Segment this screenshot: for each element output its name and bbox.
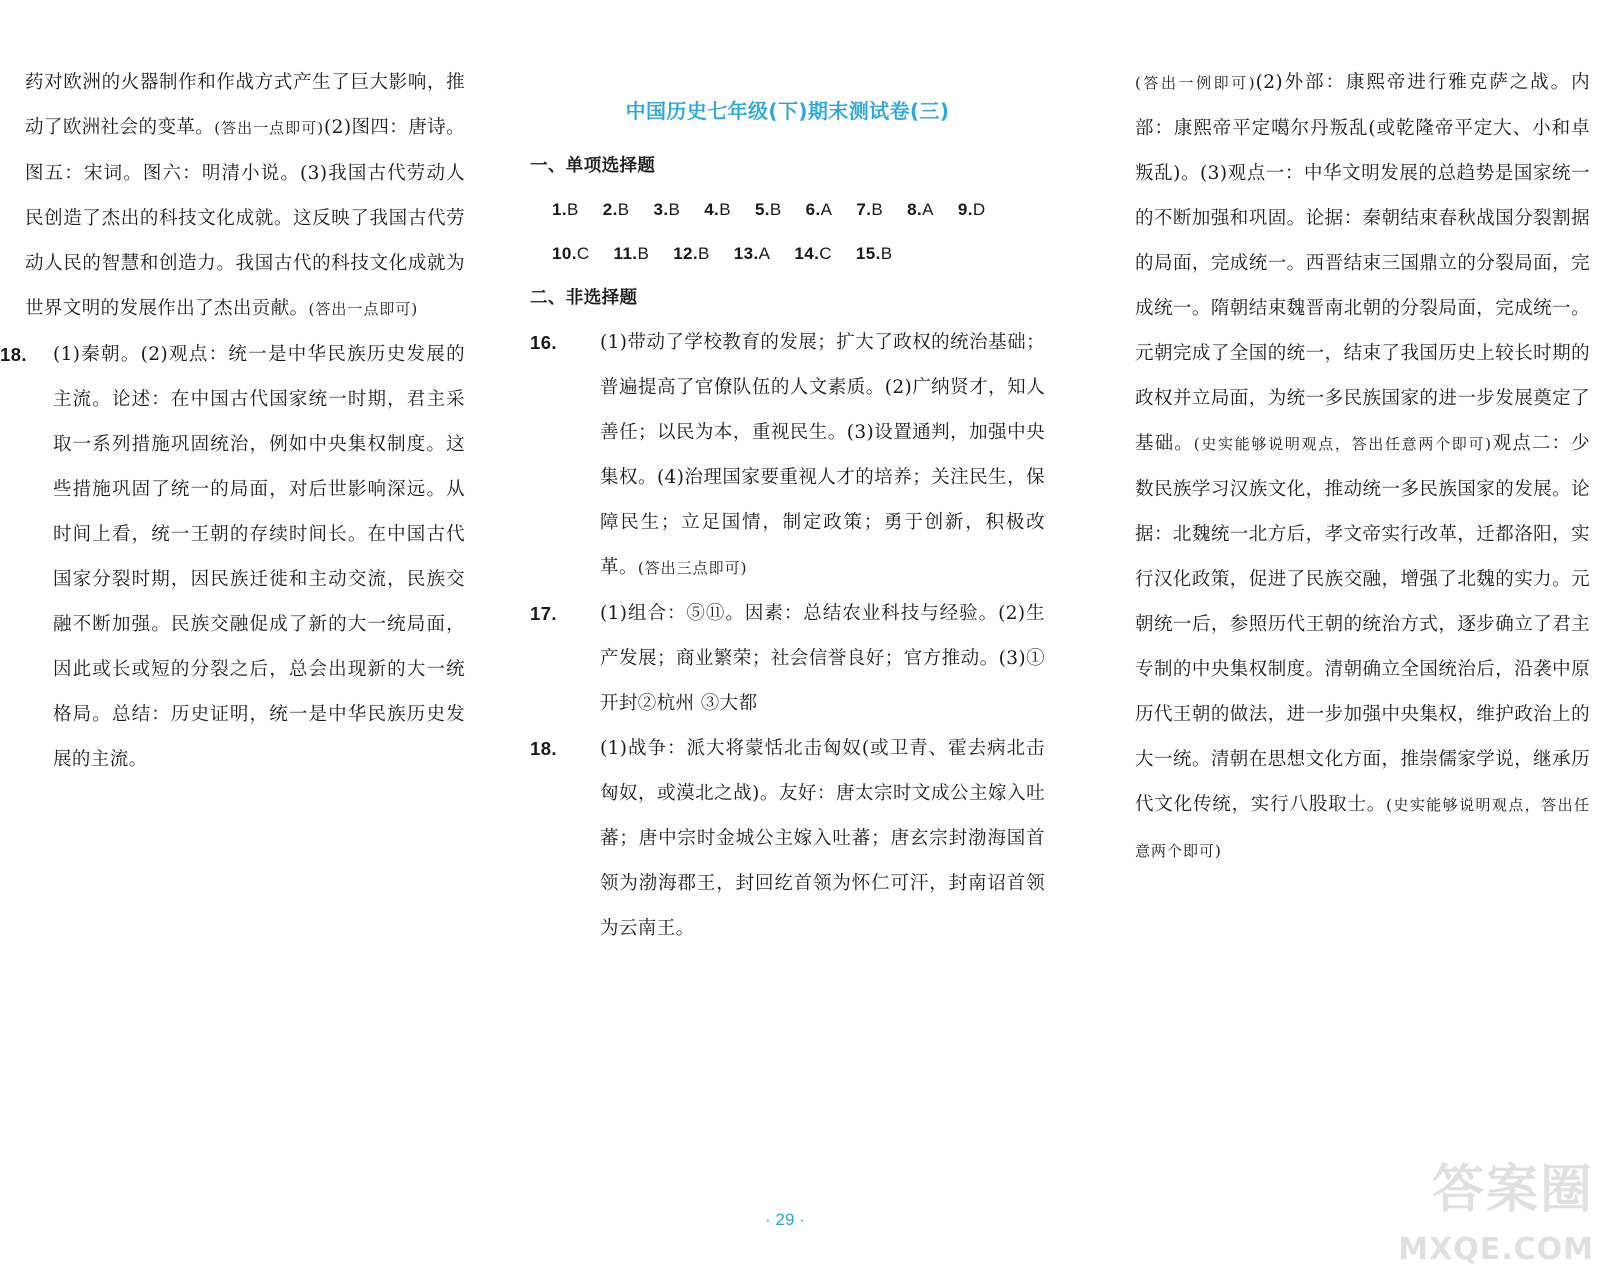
answer-number: 1. xyxy=(552,200,567,219)
answer-number: 11. xyxy=(613,244,638,263)
answer-item xyxy=(806,188,833,232)
answer-number: 8. xyxy=(907,200,923,219)
answer-letter: C xyxy=(819,244,832,263)
section-heading-non-choice: 二、非选择题 xyxy=(530,288,638,308)
mid-q16-note: (答出三点即可) xyxy=(637,559,748,577)
section-heading-single-choice: 一、单项选择题 xyxy=(530,156,656,176)
answer-item xyxy=(614,232,650,276)
answer-item xyxy=(552,188,579,232)
mid-q18-number: 18. xyxy=(530,738,557,759)
left-q18-text: (1)秦朝。(2)观点：统一是中华民族历史发展的主流。论述：在中国古代国家统一时期，君主采取一系列措施巩固统治，例如中央集权制度。这些措施巩固了统一的局面，对后世影响深远。从时间上看，统一王朝的存续时间长。在中国古代国家分裂时期，因民族迁徙和主动交流，民族交融不断加强。民族交融促成了新的大一统局面，因此或长或短的分裂之后，总会出现新的大一统格局。总结：历史证明，统一是中华民族历史发展的主流。 xyxy=(53,344,465,770)
mid-question-17 xyxy=(530,591,1045,726)
left-para1b-note: (答出一点即可) xyxy=(308,300,419,318)
answer-number: 3. xyxy=(653,200,669,219)
answer-letter: A xyxy=(820,200,833,219)
answer-number: 12. xyxy=(673,244,699,263)
answer-number: 6. xyxy=(805,200,821,219)
left-q18-number: 18. xyxy=(0,344,27,365)
answer-letter: B xyxy=(769,200,782,219)
left-column xyxy=(0,60,465,782)
page-title: 中国历史七年级(下)期末测试卷(三) xyxy=(625,99,950,123)
right-note-2: (史实能够说明观点，答出任意两个即可) xyxy=(1135,796,1591,860)
answer-item xyxy=(856,188,883,232)
answer-number: 5. xyxy=(754,200,770,219)
answer-letter: C xyxy=(576,244,590,263)
right-note-1: (史实能够说明观点，答出任意两个即可) xyxy=(1193,435,1493,453)
mid-q17-text: (1)组合：⑤⑪。因素：总结农业科技与经验。(2)生产发展；商业繁荣；社会信誉良好；官方推动。(3)①开封②杭州 ③大都 xyxy=(600,603,1045,714)
mid-question-18 xyxy=(530,726,1045,951)
answer-letter: B xyxy=(880,244,893,263)
right-column xyxy=(1135,60,1590,874)
left-para1-note: (答出一点即可) xyxy=(214,119,325,137)
answer-row-2 xyxy=(552,232,1045,276)
left-para1-text: 药对欧洲的火器制作和作战方式产生了巨大影响，推动了欧洲社会的变革。 xyxy=(25,72,465,138)
answer-number: 14. xyxy=(794,244,820,263)
answer-letter: A xyxy=(922,200,934,219)
answer-item xyxy=(673,232,710,276)
watermark-en: MXQE.COM xyxy=(1398,1232,1594,1267)
watermark-cn: 答案圈 xyxy=(1431,1160,1594,1220)
left-question-18 xyxy=(0,332,465,782)
answer-number: 7. xyxy=(856,200,872,219)
right-text-1: (2)外部：康熙帝进行雅克萨之战。内部：康熙帝平定噶尔丹叛乱(或乾隆帝平定大、小和卓叛乱)。(3)观点一：中华文明发展的总趋势是国家统一的不断加强和巩固。论据：秦朝结束春秋战国分裂割据的局面，完成统一。西晋结束三国鼎立的分裂局面，完成统一。隋朝结束魏晋南北朝的分裂局面，完成统一。元朝完成了全国的统一，结束了我国历史上较长时期的政权并立局面，为统一多民族国家的进一步发展奠定了基础。 xyxy=(1135,72,1590,454)
answer-item xyxy=(794,232,832,276)
answer-letter: B xyxy=(871,200,884,219)
answer-number: 10. xyxy=(552,244,577,263)
watermark-logo xyxy=(1374,1147,1594,1267)
mid-q16-number: 16. xyxy=(530,332,557,353)
right-paragraph xyxy=(1135,60,1590,874)
answer-item xyxy=(603,188,630,232)
answer-number: 4. xyxy=(704,200,720,219)
answer-item xyxy=(704,188,731,232)
answer-letter: B xyxy=(719,200,731,219)
answer-row-1 xyxy=(552,188,1045,232)
right-top-note: (答出一例即可) xyxy=(1135,74,1256,92)
answer-item xyxy=(734,232,771,276)
answer-item xyxy=(856,232,893,276)
mid-question-16 xyxy=(530,320,1045,591)
mid-q16-text: (1)带动了学校教育的发展；扩大了政权的统治基础；普遍提高了官僚队伍的人文素质。(2)广纳贤才，知人善任；以民为本，重视民生。(3)设置通判，加强中央集权。(4)治理国家要重视人才的培养；关注民生，保障民生；立足国情，制定政策；勇于创新，积极改革。 xyxy=(600,332,1045,578)
answer-letter: B xyxy=(637,244,650,263)
answer-number: 2. xyxy=(602,200,618,219)
left-continuation-paragraph xyxy=(25,60,465,332)
answer-number: 9. xyxy=(957,200,973,219)
answer-item xyxy=(653,188,680,232)
answer-item xyxy=(755,188,782,232)
answer-item xyxy=(552,232,590,276)
answer-number: 13. xyxy=(733,244,759,263)
answer-number: 15. xyxy=(855,244,881,263)
answer-letter: B xyxy=(617,200,630,219)
answer-letter: B xyxy=(698,244,710,263)
page-number: · 29 · xyxy=(765,1210,805,1229)
answer-letter: B xyxy=(566,200,579,219)
mid-q18-text: (1)战争：派大将蒙恬北击匈奴(或卫青、霍去病北击匈奴，或漠北之战)。友好：唐太宗时文成公主嫁入吐蕃；唐中宗时金城公主嫁入吐蕃；唐玄宗封渤海国首领为渤海郡王，封回纥首领为怀仁可汗，封南诏首领为云南王。 xyxy=(600,738,1045,939)
right-text-2: 观点二：少数民族学习汉族文化，推动统一多民族国家的发展。论据：北魏统一北方后，孝文帝实行改革，迁都洛阳，实行汉化政策，促进了民族交融，增强了北魏的实力。元朝统一后，参照历代王朝的统治方式，逐步确立了君主专制的中央集权制度。清朝确立全国统治后，沿袭中原历代王朝的做法，进一步加强中央集权，维护政治上的大一统。清朝在思想文化方面，推崇儒家学说，继承历代文化传统，实行八股取士。 xyxy=(1135,433,1590,815)
middle-column xyxy=(530,60,1045,951)
answer-item xyxy=(958,188,986,232)
answer-item xyxy=(907,188,934,232)
left-para1b-text: (2)图四：唐诗。图五：宋词。图六：明清小说。(3)我国古代劳动人民创造了杰出的科技文化成就。这反映了我国古代劳动人民的智慧和创造力。我国古代的科技文化成就为世界文明的发展作出了杰出贡献。 xyxy=(25,117,465,319)
answer-letter: D xyxy=(972,200,986,219)
answer-letter: A xyxy=(758,244,771,263)
answer-letter: B xyxy=(668,200,681,219)
mid-q17-number: 17. xyxy=(530,603,557,624)
